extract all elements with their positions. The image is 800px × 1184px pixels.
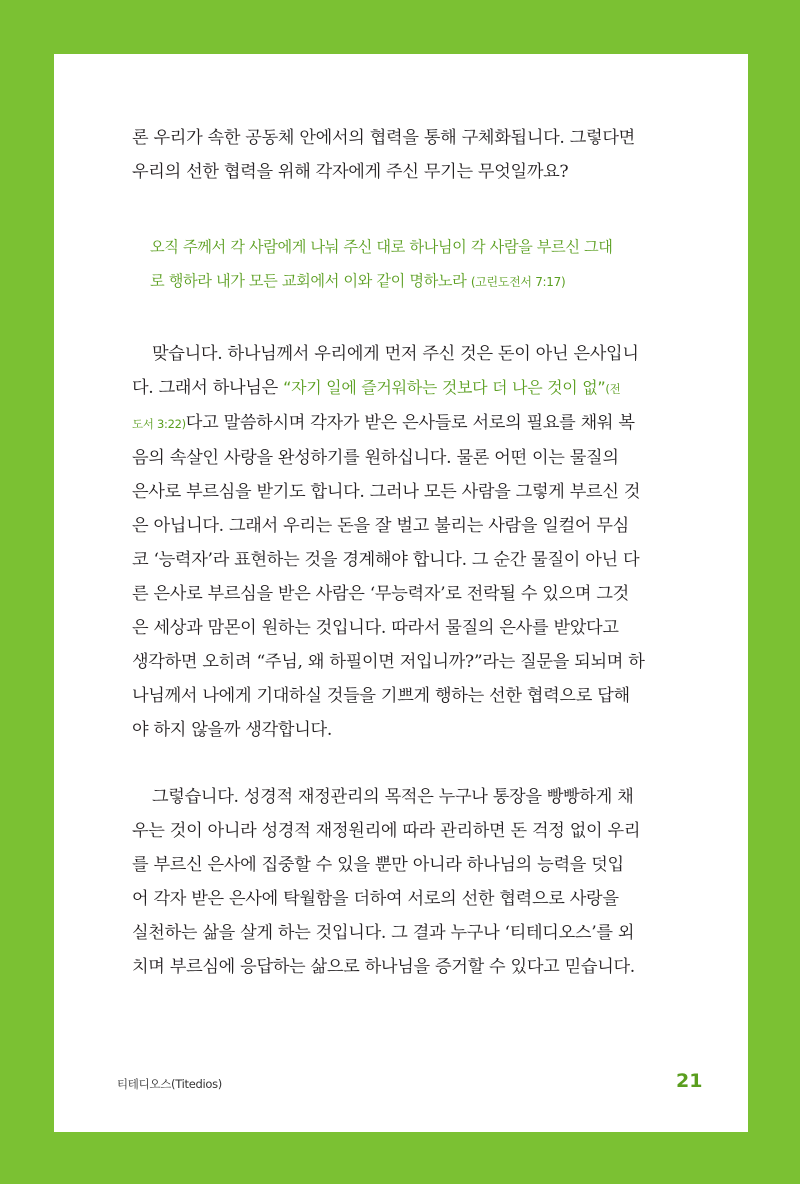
text-line: 나님께서 나에게 기대하실 것들을 기쁘게 행하는 선한 협력으로 답해	[132, 686, 630, 706]
text-line: 맞습니다. 하나님께서 우리에게 먼저 주신 것은 돈이 아닌 은사입니	[152, 344, 639, 364]
text-line: 른 은사로 부르심을 받은 사람은 ‘무능력자’로 전락될 수 있으며 그것	[132, 584, 629, 604]
text-line: 우는 것이 아니라 성경적 재정원리에 따라 관리하면 돈 걱정 없이 우리	[132, 821, 641, 841]
text-line: 야 하지 않을까 생각합니다.	[132, 720, 332, 740]
scripture-quote	[150, 230, 660, 299]
paragraph-intro	[132, 121, 670, 189]
text-line: 다고 말씀하시며 각자가 받은 은사들로 서로의 필요를 채워 복	[185, 413, 635, 433]
page-number: 21	[676, 1070, 703, 1092]
text-line: 론 우리가 속한 공동체 안에서의 협력을 통해 구체화됩니다. 그렇다면	[132, 128, 635, 148]
text-line: 다. 그래서 하나님은	[132, 378, 284, 398]
text-line: 그렇습니다. 성경적 재정관리의 목적은 누구나 통장을 빵빵하게 채	[152, 787, 634, 807]
quote-reference: (고린도전서 7:17)	[470, 275, 566, 289]
text-line: 코 ‘능력자’라 표현하는 것을 경계해야 합니다. 그 순간 물질이 아닌 다	[132, 550, 640, 570]
inline-reference: 도서 3:22)	[132, 417, 186, 431]
text-line: 우리의 선한 협력을 위해 각자에게 주신 무기는 무엇일까요?	[132, 162, 569, 182]
text-line: 치며 부르심에 응답하는 삶으로 하나님을 증거할 수 있다고 믿습니다.	[132, 957, 635, 977]
quote-line: 오직 주께서 각 사람에게 나눠 주신 대로 하나님이 각 사람을 부르신 그대	[150, 238, 613, 256]
text-line: 생각하면 오히려 “주님, 왜 하필이면 저입니까?”라는 질문을 되뇌며 하	[132, 652, 645, 672]
text-line: 어 각자 받은 은사에 탁월함을 더하여 서로의 선한 협력으로 사랑을	[132, 889, 619, 909]
running-footer-title: 티테디오스(Titedios)	[117, 1077, 222, 1091]
paragraph-gifts	[132, 337, 670, 747]
text-line: 를 부르신 은사에 집중할 수 있을 뿐만 아니라 하나님의 능력을 덧입	[132, 855, 624, 875]
quote-line: 로 행하라 내가 모든 교회에서 이와 같이 명하노라	[150, 272, 467, 290]
text-line: 은 아닙니다. 그래서 우리는 돈을 잘 벌고 불리는 사람을 일컬어 무심	[132, 516, 629, 536]
paragraph-conclusion	[132, 780, 670, 984]
book-page	[54, 54, 748, 1132]
text-line: 은 세상과 맘몬이 원하는 것입니다. 따라서 물질의 은사를 받았다고	[132, 618, 619, 638]
text-line: 음의 속살인 사랑을 완성하기를 원하십니다. 물론 어떤 이는 물질의	[132, 448, 619, 468]
inline-scripture-quote: “자기 일에 즐거워하는 것보다 더 나은 것이 없”	[283, 378, 606, 397]
text-line: 은사로 부르심을 받기도 합니다. 그러나 모든 사람을 그렇게 부르신 것	[132, 482, 641, 502]
inline-reference: (전	[605, 382, 621, 396]
text-line: 실천하는 삶을 살게 하는 것입니다. 그 결과 누구나 ‘티테디오스’를 외	[132, 923, 635, 943]
